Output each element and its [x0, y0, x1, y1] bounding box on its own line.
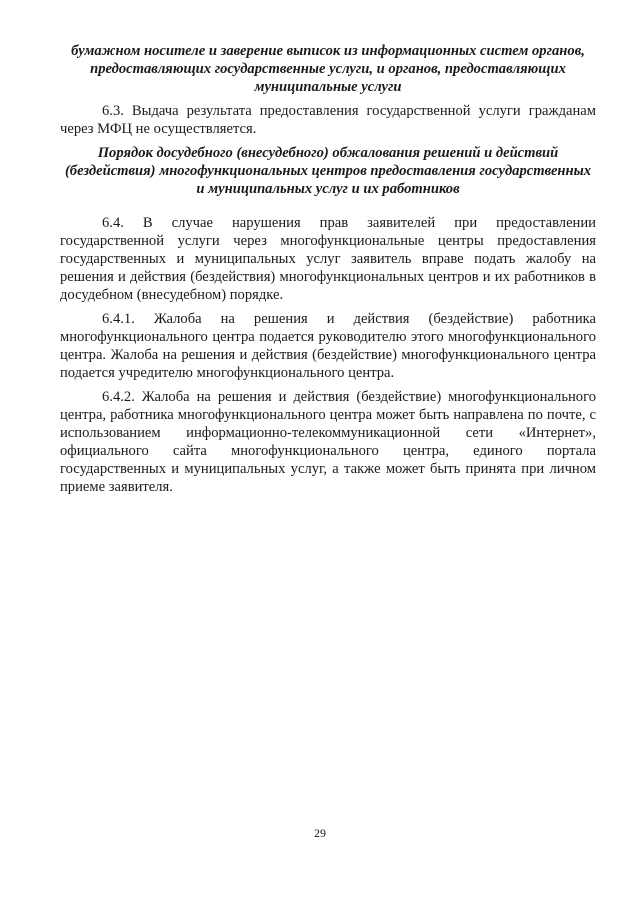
page-number: 29: [314, 826, 326, 840]
paragraph-6-4-1: 6.4.1. Жалоба на решения и действия (бездействие) работника многофункционального центра подается руководителю этого многофункционального центра. Жалоба на решения и действия (бездействие) многофункционального центра подается учредителю многофункционального центра.: [60, 311, 596, 381]
paragraph-6-3: 6.3. Выдача результата предоставления государственной услуги гражданам через МФЦ не осуществляется.: [60, 103, 596, 137]
section-heading-continued: бумажном носителе и заверение выписок из информационных систем органов, предоставляющих государственные услуги, и органов, предоставляющих муниципальные услуги: [71, 43, 585, 95]
section-heading-appeal: Порядок досудебного (внесудебного) обжалования решений и действий (бездействия) многофункциональных центров предоставления государственных и муниципальных услуг и их работников: [64, 145, 592, 197]
paragraph-6-4: 6.4. В случае нарушения прав заявителей при предоставлении государственной услуги через многофункциональные центры предоставления государственных и муниципальных услуг заявитель вправе подать жалобу на решения и действия (бездействия) многофункциональных центров и их работников в досудебном (внесудебном) порядке.: [60, 215, 596, 303]
paragraph-6-4-2: 6.4.2. Жалоба на решения и действия (бездействие) многофункционального центра, работника многофункционального центра может быть направлена по почте, с использованием информационно-телекоммуникационной сети «Интернет», официального сайта многофункционального центра, единого портала государственных и муниципальных услуг, а также может быть принята при личном приеме заявителя.: [60, 389, 596, 495]
document-page: [60, 42, 596, 496]
